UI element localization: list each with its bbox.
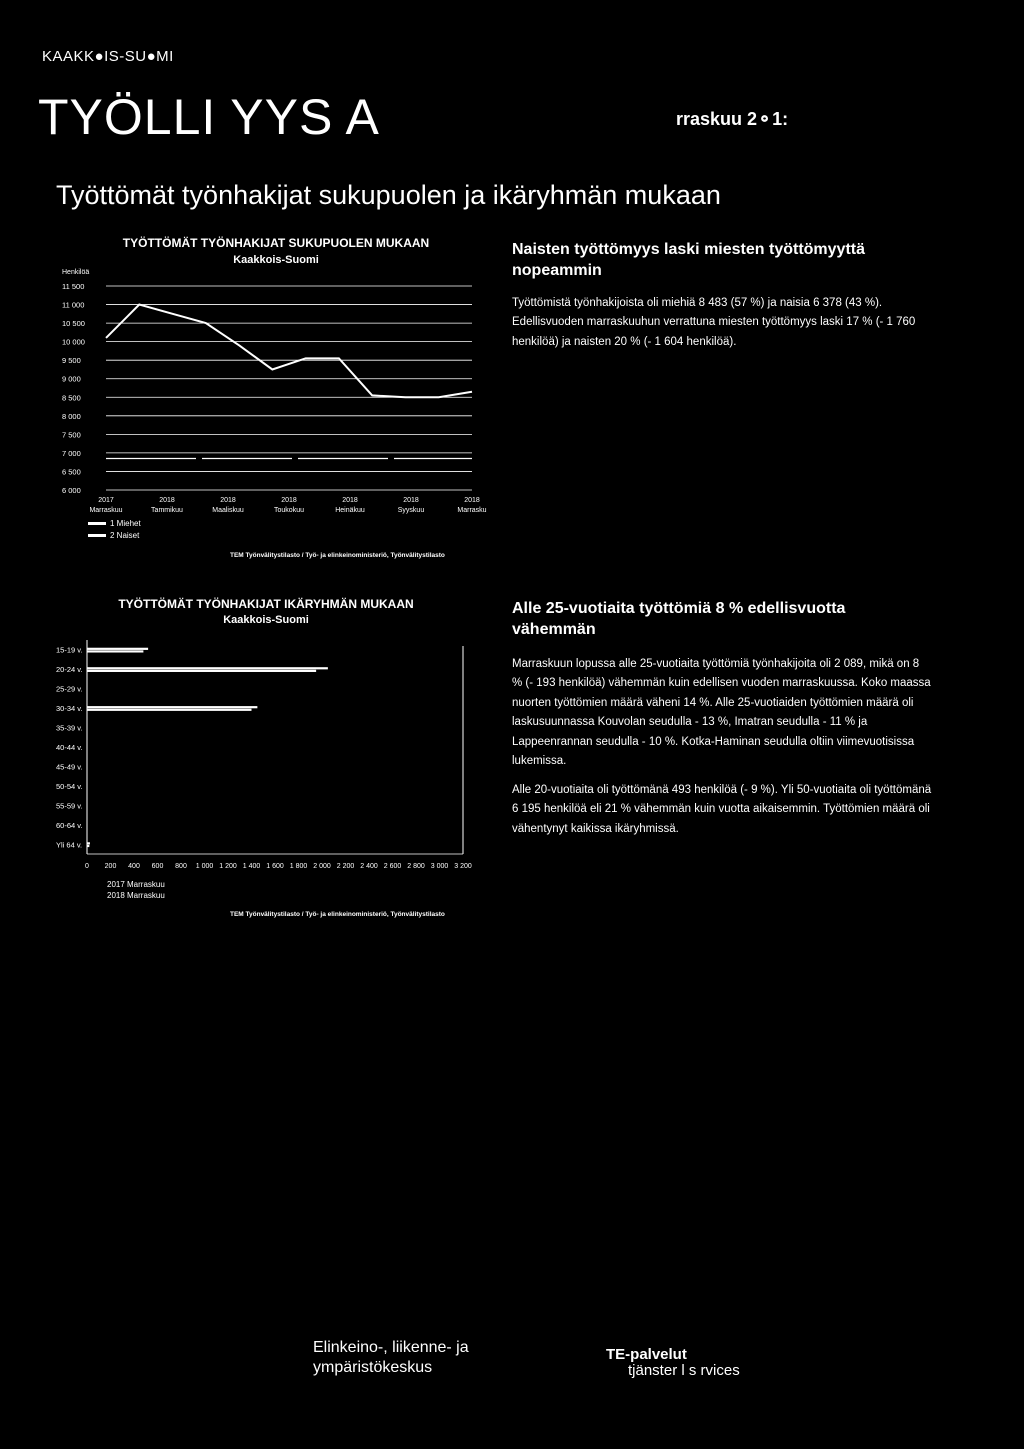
category-label: 30-34 v.: [56, 704, 83, 714]
footer-te-logo-text: TE-palvelut: [606, 1346, 687, 1363]
age-bar-chart: [50, 636, 490, 876]
text1-paragraph: Työttömistä työnhakijoista oli miehiä 8 483 (57 %) ja naisia 6 378 (43 %). Edellisvuoden marraskuuhun verrattuna miesten työttömyys laski 17 % (- 1 760 henkilöä) ja naisten 20 % (- 1 604 henkilöä).: [512, 297, 916, 348]
x-tick-year: 2017: [98, 497, 114, 504]
bar-1: [87, 842, 90, 844]
x-tick-month: Marraskuu: [89, 507, 123, 514]
x-tick-month: Marrasku: [457, 507, 487, 514]
series-line-1: [106, 305, 472, 398]
x-tick-label: 2 600: [383, 863, 402, 870]
brand-label: KAAKK●IS-SU●MI: [42, 48, 174, 65]
section-title: Työttömät työnhakijat sukupuolen ja ikäryhmän mukaan: [56, 180, 721, 210]
x-tick-label: 400: [128, 863, 140, 870]
legend-label-women: 2 Naiset: [110, 531, 140, 540]
x-tick-year: 2018: [403, 497, 419, 504]
category-label: 25-29 v.: [56, 684, 83, 694]
y-tick-label: 9 500: [62, 356, 81, 366]
x-tick-label: 2 200: [336, 863, 355, 870]
x-tick-month: Heinäkuu: [335, 507, 365, 514]
chart2-source: TEM Työnvälitystilasto / Työ- ja elinkeinoministeriö, Työnvälitystilasto: [230, 911, 445, 918]
footer-ely-line1: Elinkeino-, liikenne- ja: [313, 1339, 469, 1356]
x-tick-year: 2018: [464, 497, 480, 504]
legend-swatch: [88, 534, 106, 537]
category-label: 55-59 v.: [56, 801, 83, 811]
category-label: 60-64 v.: [56, 820, 83, 830]
x-tick-label: 1 600: [266, 863, 284, 870]
bar-2: [87, 709, 252, 711]
y-tick-label: 6 500: [62, 467, 81, 477]
x-tick-month: Tammikuu: [151, 507, 183, 514]
x-tick-year: 2018: [159, 497, 175, 504]
x-tick-label: 0: [85, 863, 89, 870]
bar-1: [87, 706, 257, 708]
category-label: 15-19 v.: [56, 645, 83, 655]
x-tick-month: Syyskuu: [397, 507, 425, 514]
legend-label-men: 1 Miehet: [110, 519, 141, 528]
x-tick-month: Maaliskuu: [212, 507, 244, 514]
text2-paragraph-2: Alle 20-vuotiaita oli työttömänä 493 henkilöä (- 9 %). Yli 50-vuotiaita oli työttömänä 6 195 henkilöä eli 21 % vähemmän kuin vuotta aikaisemmin. Työttömien määrä oli vähentynyt kaikissa ikäryhmissä.: [512, 784, 932, 835]
bar-2: [87, 670, 316, 672]
page-title: TYÖLLI YYS A: [38, 89, 380, 145]
y-tick-label: 7 000: [62, 448, 81, 458]
x-tick-year: 2018: [220, 497, 236, 504]
x-tick-label: 2 000: [313, 863, 331, 870]
y-tick-label: 7 500: [62, 430, 81, 440]
y-tick-label: 11 000: [62, 300, 85, 310]
report-month: rraskuu 2⚬1:: [676, 109, 789, 129]
category-label: 40-44 v.: [56, 743, 83, 752]
chart2-subtitle: Kaakkois-Suomi: [223, 614, 309, 626]
y-axis-label: Henkilöä: [62, 269, 90, 276]
y-tick-label: 10 000: [62, 337, 85, 347]
x-tick-label: 1 400: [242, 863, 261, 870]
y-tick-label: 8 000: [62, 411, 81, 421]
legend-item-2018: 2018 Marraskuu: [107, 891, 165, 900]
category-label: 45-49 v.: [56, 762, 83, 772]
y-tick-label: 8 500: [62, 393, 81, 403]
gender-line-chart: [50, 262, 500, 522]
bar-2: [87, 845, 89, 847]
legend-item-2017: 2017 Marraskuu: [107, 880, 165, 889]
legend-item-women: [88, 531, 139, 540]
x-tick-label: 1 800: [289, 863, 308, 870]
bar-1: [87, 667, 328, 669]
x-tick-label: 3 000: [430, 863, 449, 870]
x-tick-label: 3 200: [454, 863, 472, 870]
chart1-subtitle: Kaakkois-Suomi: [233, 254, 319, 266]
footer-te-subtext: tjänster l s rvices: [628, 1362, 740, 1379]
text2-paragraph-1: Marraskuun lopussa alle 25-vuotiaita työttömiä työnhakijoita oli 2 089, mikä on 8 % (- 193 henkilöä) vähemmän kuin edellisen vuoden marraskuussa. Koko maassa nuorten työttömien määrä väheni 14 %. Alle 25-vuotiaiden työttömien määrä oli laskusuunnassa Kouvolan seudulla - 13 %, Imatran seudulla - 11 % ja Lappeenrannan seudulla - 10 %. Kotka-Haminan seudulla oltiin viimevuotisissa lukemissa.: [512, 658, 931, 768]
footer-ely-logo-text: [313, 1338, 469, 1378]
footer-ely-line2: ympäristökeskus: [313, 1359, 433, 1376]
chart2-title: TYÖTTÖMÄT TYÖNHAKIJAT IKÄRYHMÄN MUKAAN: [118, 597, 414, 611]
category-label: Yli 64 v.: [56, 840, 83, 850]
category-label: 20-24 v.: [56, 665, 83, 675]
y-tick-label: 11 500: [62, 282, 85, 291]
legend-item-men: [88, 519, 141, 528]
x-tick-month: Toukokuu: [274, 507, 304, 514]
x-tick-label: 2 800: [407, 863, 425, 870]
x-tick-label: 1 000: [195, 863, 214, 870]
chart1-source: TEM Työnvälitystilasto / Työ- ja elinkeinoministeriö, Työnvälitystilasto: [230, 552, 445, 559]
y-tick-label: 10 500: [62, 319, 85, 329]
y-tick-label: 6 000: [62, 486, 81, 495]
chart1-title: TYÖTTÖMÄT TYÖNHAKIJAT SUKUPUOLEN MUKAAN: [122, 236, 430, 250]
x-tick-label: 800: [175, 863, 187, 870]
x-tick-label: 600: [151, 863, 164, 870]
text2-heading: Alle 25-vuotiaita työttömiä 8 % edellisvuotta vähemmän: [512, 600, 846, 638]
x-tick-label: 1 200: [219, 863, 237, 870]
y-tick-label: 9 000: [62, 374, 81, 384]
category-label: 35-39 v.: [56, 723, 83, 733]
bar-2: [87, 650, 143, 652]
legend-swatch: [88, 522, 106, 525]
x-tick-year: 2018: [281, 497, 297, 504]
x-tick-label: 200: [104, 863, 117, 870]
text1-heading: Naisten työttömyys laski miesten työttömyyttä nopeammin: [512, 241, 865, 279]
x-tick-year: 2018: [342, 497, 358, 504]
x-tick-label: 2 400: [360, 863, 378, 870]
bar-1: [87, 648, 148, 650]
category-label: 50-54 v.: [56, 781, 83, 791]
